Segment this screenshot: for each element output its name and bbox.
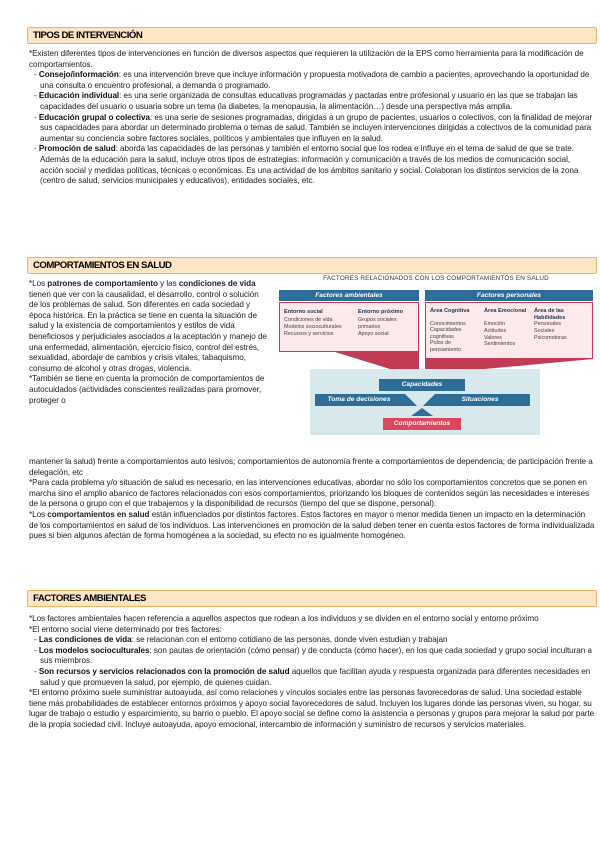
list-item: Emoción — [484, 321, 505, 327]
ambientales-p2: *El entorno social viene determinado por tres factores: — [29, 624, 222, 634]
factores-diagram — [275, 275, 597, 447]
entorno-proximo-title: Entorno próximo — [358, 309, 404, 315]
ambientales-p3: *El entorno próximo suele suministrar autoayuda, así como relaciones y vínculos sociales entre las personas favorecedoras de salud. Una sociedad estable tiene más probabilidades de establecer entornos próximos y apoyo social favorecedores de salud. Incluyen los lugares donde las personas viven, su hogar, su lugar de trabajo o estudio y esparcimiento, su barrio o pueblo. El apoyo social se define como la asistencia a personas y grupos para mejorar la salud por parte de la propia sociedad civil. Incluye autoayuda, apoyo emocional, intercambio de información y suministro de recursos y servicios materiales. — [29, 688, 595, 729]
list-item: Actitudes — [484, 327, 507, 334]
factores-personales-bar: Factores personales — [425, 290, 593, 301]
ambientales-p1: *Los factores ambientales hacen referencia a aquellos aspectos que rodean a los individuos y se dividen en el entorno social y entorno próximo — [29, 614, 539, 623]
comportamientos-label: Comportamientos — [393, 420, 451, 427]
tipos-body — [29, 49, 595, 187]
list-item: Sentimientos — [484, 341, 516, 348]
list-item: Modelos socioculturales — [284, 324, 342, 331]
list-item: - Educación grupal o colectiva: es una serie de sesiones programadas, dirigidas a un grupo de pacientes, usuarios o colectivos, con la finalidad de mejorar sus capacidades para abordar un determinado problema o temas de salud. También se incluyen intervenciones dirigidas a colectivos de la comunidad para aumentar su conciencia sobre factores sociales, políticos y ambientales que influyen en la salud. — [34, 112, 593, 143]
list-item: Psicomotoras — [534, 335, 567, 341]
term: Son recursos y servicios relacionados con la promoción de salud — [38, 666, 290, 676]
term: Las condiciones de vida — [38, 635, 132, 645]
entorno-social-title: Entorno social — [284, 309, 323, 315]
section-header-comportamientos — [27, 257, 597, 274]
list-item: Apoyo social — [358, 331, 389, 338]
definition: : es una serie organizada de consultas educativas programadas y pactadas entre profesional y usuario en las que se trabajan las capacidades del usuario o usuaria sobre un tema (la diabetes, la menopausia, la alimentación…) desde una perspectiva más amplia. — [40, 91, 578, 111]
list-item: - Los modelos socioculturales: son pautas de orientación (cómo pensar) y de conducta (cómo hacer), en los que cada sociedad y grupo social inculturan a sus miembros. — [34, 645, 592, 666]
term: patrones de comportamiento — [47, 279, 158, 288]
comportamientos-p3: *Para cada problema y/o situación de salud es necesario, en las intervenciones educativas, abordar no sólo los comportamientos concretos que se ponen en marcha sino el amplio abanico de factores relacionados con esos comportamientos, priorizando los bloques de contenidos según las necesidades e intereses de la persona o grupo con el que trabajemos y la disponibilidad de recursos (tiempo del que se dispone, personal). — [29, 478, 590, 509]
factores-ambientales-bar: Factores ambientales — [279, 290, 419, 301]
list-item: - Educación individual: es una serie organizada de consultas educativas programadas y pactadas entre profesional y usuario en las que se trabajan las capacidades del usuario o usuaria sobre un tema (la diabetes, la menopausia, la alimentación…) desde una perspectiva más amplia. — [34, 91, 578, 111]
list-item: Recursos y servicios — [284, 331, 334, 338]
text: *Los — [29, 509, 48, 519]
list-item: Polos de pensamiento — [430, 340, 461, 353]
section-title: COMPORTAMIENTOS EN SALUD — [33, 260, 172, 271]
section-title: TIPOS DE INTERVENCIÓN — [33, 30, 143, 41]
comportamientos-p4 — [29, 510, 595, 542]
comportamientos-narrow-text — [29, 279, 269, 406]
definition: : son pautas de orientación (cómo pensar) y de conducta (cómo hacer), en los que cada sociedad y grupo social inculturan a sus miembros. — [40, 645, 592, 666]
list-item: - Consejo/información: es una intervención breve que incluye información y propuesta motivadora de cambio a pacientes, aprovechando la oportunidad de una consulta o encuentro profesional, a demanda o programado. — [34, 70, 590, 90]
list-item: Grupos sociales primarios — [358, 317, 397, 331]
capacidades-label: Capacidades — [401, 381, 443, 388]
term: condiciones de vida — [178, 279, 256, 288]
text: *Los — [29, 279, 48, 288]
list-item: Conocimientos — [430, 321, 466, 327]
list-item: Capacidades cognitivas — [430, 327, 462, 340]
list-item: Sociales — [534, 328, 555, 334]
term: Educación grupal o colectiva — [38, 112, 150, 122]
comportamientos-p2-narrow: *También se tiene en cuenta la promoción de comportamientos de autocuidados (actividades conscientes realizadas para promover, proteger o — [29, 374, 265, 405]
term: comportamientos en salud — [47, 509, 150, 519]
comportamientos-p1 — [29, 279, 269, 374]
term: Promoción de salud — [38, 144, 116, 154]
diagram-title: FACTORES RELACIONADOS CON LOS COMPORTAMIENTOS EN SALUD — [323, 275, 549, 282]
area-habilidades-title: Área de las Habilidades — [534, 308, 566, 321]
section-title: FACTORES AMBIENTALES — [33, 593, 146, 604]
definition: : es una intervención breve que incluye información y propuesta motivadora de cambio a pacientes, aprovechando la oportunidad de una consulta o encuentro profesional, a demanda o programado. — [40, 70, 590, 90]
definition: : aborda las capacidades de las personas y también el entorno social que los rodea e influye en el tema de salud de que se trate. Además de la educación para la salud, incluye otros tipos de estrategias: información y comunicación a través de los medios de comunicación social, acción social y medidas políticas, técnicas o económicas. Es una actividad de los ámbitos sanitario y social. Colaboran los distintos servicios de la zona (centro de salud, servicios municipales y educativos), entidades sociales, etc. — [40, 144, 579, 186]
list-item: Personales — [534, 321, 561, 327]
term: Los modelos socioculturales — [38, 645, 150, 655]
term: Educación individual — [38, 91, 120, 101]
ambientales-body — [29, 614, 595, 731]
area-cognitiva-title: Área Cognitiva — [430, 308, 470, 314]
section-header-ambientales — [27, 590, 597, 607]
list-item: Condiciones de vida — [284, 317, 333, 323]
definition: : se relacionan con el entorno cotidiano de las personas, donde viven estudian y trabajan — [131, 635, 448, 645]
area-emocional-title: Área Emocional — [484, 308, 527, 314]
section-header-tipos — [27, 27, 597, 44]
definition: : es una serie de sesiones programadas, dirigidas a un grupo de pacientes, usuarios o colectivos, con la finalidad de mejorar sus capacidades para abordar un determinado problema o temas de salud. También se incluyen intervenciones dirigidas a colectivos de la comunidad para aumentar su conciencia sobre factores sociales, políticos y ambientales que influyen en la salud. — [40, 112, 593, 143]
list-item: Valores — [484, 334, 502, 341]
list-item: - Las condiciones de vida: se relacionan con el entorno cotidiano de las personas, donde viven estudian y trabajan — [34, 635, 448, 645]
definition: aquellos que facilitan ayuda y respuesta organizada para diferentes necesidades en salud y que promueven la salud, por ejemplo, de quienes cuidan. — [40, 666, 591, 687]
list-item: - Son recursos y servicios relacionados con la promoción de salud aquellos que facilitan ayuda y respuesta organizada para diferentes necesidades en salud y que promueven la salud, por ejemplo, de quienes cuidan. — [34, 666, 591, 687]
comportamientos-p2-wide: mantener la salud) frente a comportamientos auto lesivos; comportamientos de autonomía frente a comportamientos de dependencia; de participación frente a delegación, etc — [29, 457, 593, 477]
comportamientos-wide-text — [29, 457, 595, 542]
text: tienen que ver con la causalidad, el desarrollo, control o solución de los problemas de salud. Son diferentes en cada sociedad y época histórica. En la práctica se tiene en cuenta la situación de salud y la existencia de comportamientos y estilos de vida beneficiosos y perjudiciales asociados a la aceptación y manejo de una enfermedad, alimentación, ejercicio físico, control del estrés, sexualidad, abordaje de cambios y crisis vitales, tabaquismo, consumo de alcohol y otras drogas, violencia. — [29, 289, 267, 373]
text: y las — [157, 279, 179, 288]
list-item: - Promoción de salud: aborda las capacidades de las personas y también el entorno social que los rodea e influye en el tema de salud de que se trate. Además de la educación para la salud, incluye otros tipos de estrategias: información y comunicación a través de los medios de comunicación social, acción social y medidas políticas, técnicas o económicas. Es una actividad de los ámbitos sanitario y social. Colaboran los distintos servicios de la zona (centro de salud, servicios municipales y educativos), entidades sociales, etc. — [34, 144, 579, 186]
situaciones-label: Situaciones — [461, 396, 499, 403]
toma-decisiones-label: Toma de decisiones — [327, 396, 391, 403]
term: Consejo/información — [38, 70, 119, 80]
text: están influenciados por distintos factores. Estos factores en mayor o menor medida tienen un impacto en la determinación de los comportamientos en salud de los individuos. Las intervenciones en promoción de la salud deben tener en cuenta estos factores de forma individualizada pues si bien algunos afectan de forma homogénea a la sociedad, su efecto no es igualmente homogéneo. — [29, 509, 595, 541]
tipos-intro: *Existen diferentes tipos de intervenciones en función de diversos aspectos que requieren la utilización de la EPS como herramienta para la modificación de comportamientos. — [29, 49, 584, 69]
